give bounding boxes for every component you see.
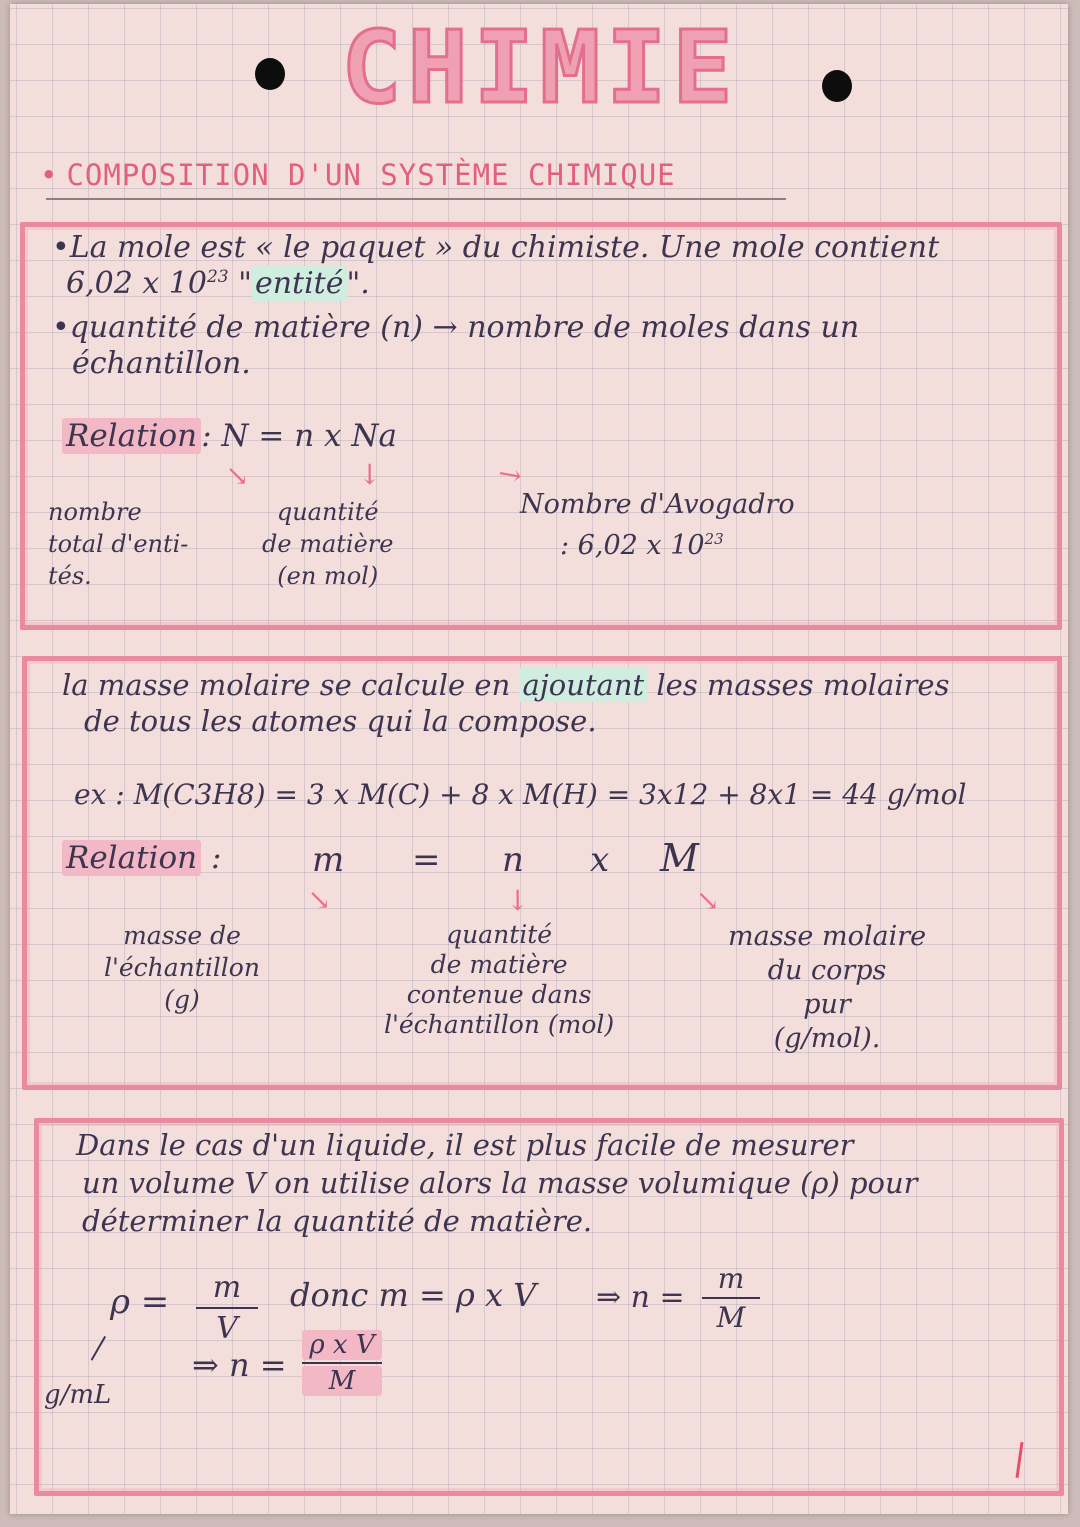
avogadro-exponent: 23 (206, 267, 229, 287)
label-total-entities (48, 496, 188, 592)
label-line: du corps (767, 955, 887, 986)
label-line: (g) (164, 985, 200, 1014)
molar-mass-definition-line (62, 668, 949, 702)
label-avogadro (520, 488, 795, 563)
rho-symbol: ρ = (110, 1282, 170, 1322)
arrow-down-icon: ↓ (506, 884, 530, 917)
quote-open: " (228, 266, 252, 301)
arrow-down-right-icon: ↘ (696, 884, 720, 917)
section-heading (40, 158, 676, 192)
arrow-down-left-icon: ↓ (217, 456, 258, 497)
label-line: masse de (123, 921, 241, 950)
avogadro-mantissa: 6,02 x 10 (66, 266, 207, 301)
label-line: (en mol) (277, 562, 379, 590)
fraction-bar (196, 1307, 258, 1309)
fraction-m-over-v (196, 1270, 258, 1346)
quantity-definition-line-2: échantillon. (72, 346, 251, 381)
label-line: quantité (276, 498, 379, 526)
label-line: contenue dans (406, 980, 592, 1009)
label-line: total d'enti- (48, 530, 189, 558)
page-title: CHIMIE (341, 9, 739, 126)
label-line: masse molaire (728, 921, 927, 952)
label-line: (g/mol). (773, 1023, 881, 1054)
arrow-down-left-icon: ↓ (299, 880, 340, 921)
relation-colon: : (201, 840, 222, 876)
label-line: pur (803, 989, 851, 1020)
label-line: tés. (48, 562, 92, 590)
molar-mass-definition-line-2: de tous les atomes qui la compose. (84, 704, 597, 738)
relation-2-m: m (312, 840, 345, 880)
fraction-m-over-M (702, 1262, 760, 1334)
label-line: quantité (446, 920, 553, 949)
arrow-down-right-icon: ↘ (490, 454, 529, 495)
relation-2-label (62, 840, 221, 876)
implies-n-1: ⇒ n = (596, 1280, 685, 1315)
relation-label: Relation (62, 840, 201, 876)
relation-1 (62, 418, 397, 454)
quantity-definition-line: •quantité de matière (n) → nombre de moles dans un (52, 310, 860, 345)
label-line: de matière (262, 530, 394, 558)
fraction-denominator: M (716, 1301, 746, 1334)
label-line: nombre (48, 498, 142, 526)
fraction-denominator: M (302, 1366, 382, 1396)
liquid-line-1: Dans le cas d'un liquide, il est plus facile de mesurer (76, 1128, 854, 1162)
fraction-numerator: ρ x V (302, 1330, 382, 1360)
label-sample-mass (104, 920, 260, 1016)
fraction-numerator: m (212, 1270, 242, 1305)
relation-2-times: x (590, 840, 610, 880)
relation-2-M: M (660, 836, 699, 880)
label-quantity-in-sample (384, 920, 614, 1040)
section-underline (46, 198, 786, 200)
donc-formula: donc m = ρ x V (290, 1276, 537, 1314)
mole-definition-line: •La mole est « le paquet » du chimiste. Une mole contient (52, 230, 940, 265)
relation-formula: : N = n x Na (201, 418, 397, 454)
quote-close: ". (346, 266, 370, 301)
label-line: de matière (430, 950, 568, 979)
fraction-numerator: m (717, 1262, 745, 1295)
unit-pointer-line: — (74, 1325, 120, 1370)
text-part: la masse molaire se calcule en (62, 668, 520, 702)
bullet-icon: • (40, 158, 59, 192)
avogadro-value-text: : 6,02 x 10 (560, 530, 705, 561)
relation-2-n: n (502, 840, 524, 880)
avogadro-value (520, 522, 795, 563)
liquid-line-2: un volume V on utilise alors la masse volumique (ρ) pour (82, 1166, 918, 1200)
relation-label: Relation (62, 418, 201, 454)
implies-n-2: ⇒ n = (192, 1346, 287, 1384)
label-line: l'échantillon (mol) (384, 1010, 615, 1039)
mole-avogadro-line (66, 266, 370, 301)
arrow-down-icon: ↓ (358, 458, 382, 491)
avogadro-value-exponent: 23 (704, 530, 724, 548)
liquid-line-3: déterminer la quantité de matière. (82, 1204, 593, 1238)
label-line: l'échantillon (104, 953, 260, 982)
unit-g-per-ml: g/mL (44, 1380, 112, 1410)
molar-mass-example: ex : M(C3H8) = 3 x M(C) + 8 x M(H) = 3x12 + 8x1 = 44 g/mol (74, 778, 967, 811)
entity-word: entité (252, 266, 347, 301)
text-part: les masses molaires (647, 668, 950, 702)
fraction-denominator: V (216, 1311, 238, 1346)
highlighted-word: ajoutant (519, 668, 647, 702)
fraction-bar (302, 1362, 382, 1364)
fraction-rhov-over-M (302, 1330, 382, 1396)
label-line: Nombre d'Avogadro (520, 489, 795, 520)
fraction-bar (702, 1297, 760, 1299)
relation-2-equals: = (412, 840, 441, 880)
label-molar-mass (728, 920, 926, 1056)
section-heading-text: COMPOSITION D'UN SYSTÈME CHIMIQUE (66, 158, 676, 192)
label-quantity-of-matter (262, 496, 393, 592)
